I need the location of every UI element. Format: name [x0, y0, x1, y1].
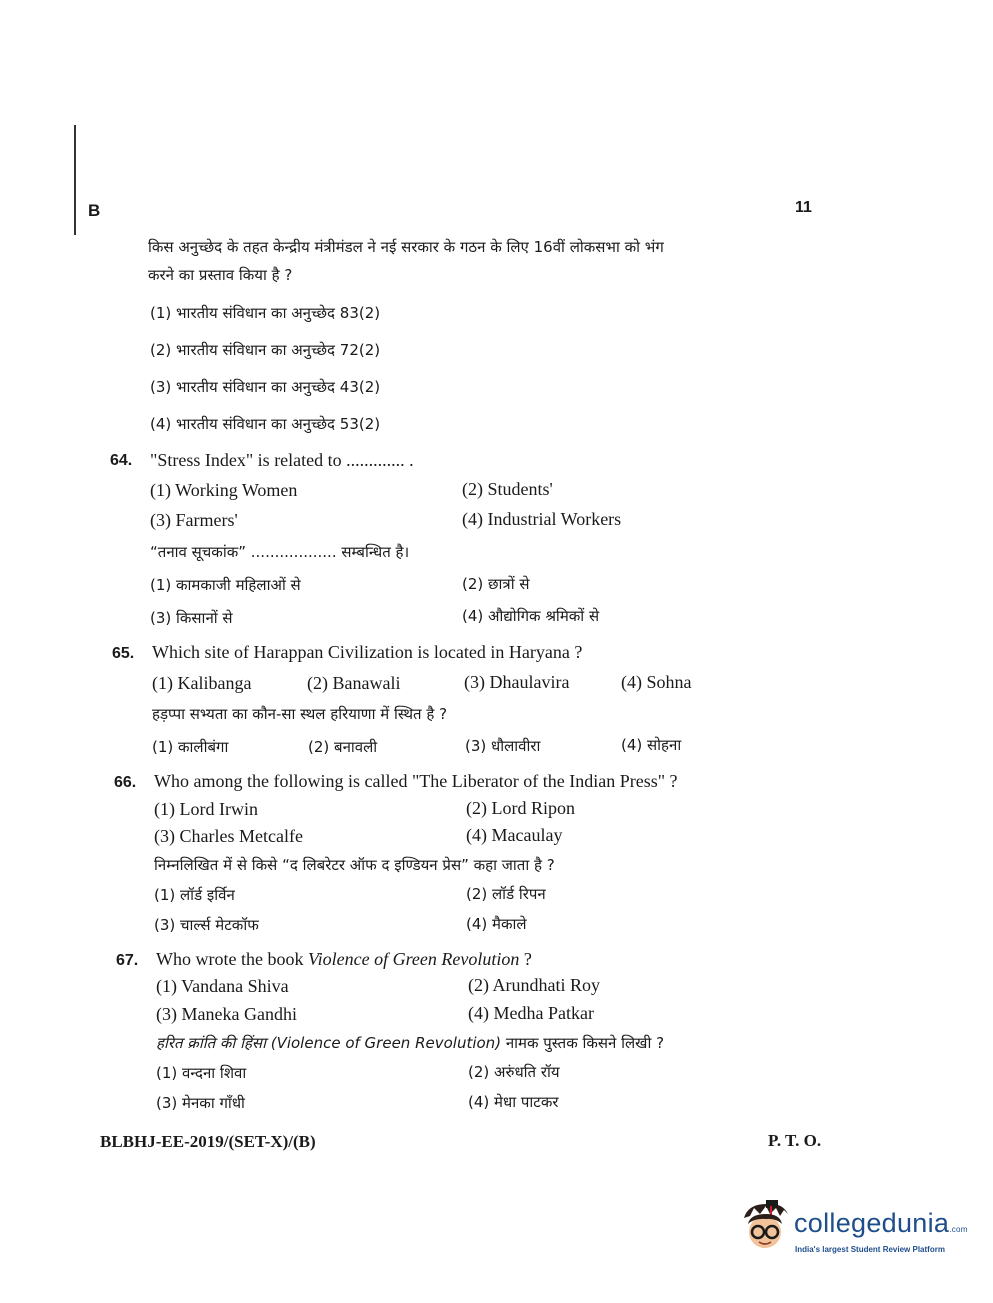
q67-question-hi	[156, 1033, 664, 1053]
q67-option-hi-1: (1) वन्दना शिवा	[156, 1064, 247, 1082]
q65-option-en-3: (3) Dhaulavira	[464, 672, 570, 692]
q63-option-2: (2) भारतीय संविधान का अनुच्छेद 72(2)	[150, 341, 381, 359]
q63-option-1: (1) भारतीय संविधान का अनुच्छेद 83(2)	[150, 304, 381, 322]
q66-option-hi-4: (4) मैकाले	[466, 915, 527, 933]
q65-number: 65.	[112, 645, 135, 662]
q63-option-3: (3) भारतीय संविधान का अनुच्छेद 43(2)	[150, 378, 381, 396]
page-number: 11	[795, 199, 812, 216]
q63-option-4: (4) भारतीय संविधान का अनुच्छेद 53(2)	[150, 415, 381, 433]
logo-tagline: India's largest Student Review Platform	[795, 1245, 945, 1254]
margin-line	[74, 125, 76, 235]
q66-number: 66.	[114, 774, 137, 791]
q67-option-hi-2: (2) अरुंधति रॉय	[468, 1063, 560, 1081]
q64-option-hi-2: (2) छात्रों से	[462, 575, 530, 593]
set-letter: B	[88, 201, 101, 220]
q65-option-hi-1: (1) कालीबंगा	[152, 738, 229, 756]
q66-option-hi-2: (2) लॉर्ड रिपन	[466, 885, 546, 903]
pto-label: P. T. O.	[768, 1131, 822, 1150]
q65-question-hi: हड़प्पा सभ्यता का कौन-सा स्थल हरियाणा में स्थित है ?	[152, 705, 448, 723]
q66-option-en-2: (2) Lord Ripon	[466, 798, 575, 818]
paper-code: BLBHJ-EE-2019/(SET-X)/(B)	[100, 1132, 316, 1151]
q65-option-hi-4: (4) सोहना	[621, 736, 682, 754]
q64-option-en-2: (2) Students'	[462, 479, 553, 499]
q67-book-title: Violence of Green Revolution	[307, 949, 520, 969]
q64-option-en-4: (4) Industrial Workers	[462, 509, 622, 529]
q64-option-hi-1: (1) कामकाजी महिलाओं से	[150, 576, 301, 594]
q66-option-hi-1: (1) लॉर्ड इर्विन	[154, 886, 235, 904]
q67-question-hi-suffix: नामक पुस्तक किसने लिखी ?	[501, 1034, 665, 1052]
q67-option-en-1: (1) Vandana Shiva	[156, 976, 289, 996]
q66-option-en-4: (4) Macaulay	[466, 825, 563, 845]
q64-question-en: "Stress Index" is related to ............. .	[150, 450, 414, 470]
q67-option-hi-3: (3) मेनका गाँधी	[156, 1094, 245, 1112]
q65-option-hi-2: (2) बनावली	[308, 738, 378, 756]
collegedunia-mascot-icon	[736, 1196, 796, 1256]
q65-question-en: Which site of Harappan Civilization is located in Haryana ?	[152, 642, 583, 662]
q67-option-en-4: (4) Medha Patkar	[468, 1003, 594, 1023]
q64-option-hi-4: (4) औद्योगिक श्रमिकों से	[462, 607, 600, 625]
q63-question-line2: करने का प्रस्ताव किया है ?	[148, 266, 293, 284]
q64-option-hi-3: (3) किसानों से	[150, 609, 233, 627]
q64-option-en-3: (3) Farmers'	[150, 510, 238, 530]
q66-option-en-3: (3) Charles Metcalfe	[154, 826, 303, 846]
q64-question-hi: “तनाव सूचकांक” .................. सम्बन्धित है।	[150, 543, 410, 561]
q67-question-en-suffix: ?	[519, 949, 532, 969]
logo-name: collegedunia	[794, 1208, 950, 1238]
q66-question-hi: निम्नलिखित में से किसे “द लिबरेटर ऑफ द इण्डियन प्रेस” कहा जाता है ?	[154, 856, 555, 874]
q64-number: 64.	[110, 452, 133, 469]
q66-option-hi-3: (3) चार्ल्स मेटकॉफ	[154, 916, 259, 934]
q63-question-line1: किस अनुच्छेद के तहत केन्द्रीय मंत्रीमंडल ने नई सरकार के गठन के लिए 16वीं लोकसभा को भंग	[148, 238, 664, 256]
q65-option-en-1: (1) Kalibanga	[152, 673, 252, 693]
logo-suffix: .com	[949, 1225, 968, 1234]
q67-option-en-3: (3) Maneka Gandhi	[156, 1004, 297, 1024]
logo-wordmark	[794, 1208, 968, 1239]
q67-number: 67.	[116, 952, 139, 969]
q67-hindi-book-title: हरित क्रांति की हिंसा (Violence of Green Revolution)	[156, 1034, 502, 1052]
q67-option-hi-4: (4) मेधा पाटकर	[468, 1093, 559, 1111]
q64-option-en-1: (1) Working Women	[150, 480, 298, 500]
q67-option-en-2: (2) Arundhati Roy	[468, 975, 600, 995]
q67-question-en	[156, 949, 532, 970]
q65-option-hi-3: (3) धौलावीरा	[465, 737, 541, 755]
q65-option-en-2: (2) Banawali	[307, 673, 401, 693]
q67-question-en-prefix: Who wrote the book	[156, 949, 308, 969]
q65-option-en-4: (4) Sohna	[621, 672, 692, 692]
q66-question-en: Who among the following is called "The Liberator of the Indian Press" ?	[154, 771, 678, 791]
q66-option-en-1: (1) Lord Irwin	[154, 799, 258, 819]
